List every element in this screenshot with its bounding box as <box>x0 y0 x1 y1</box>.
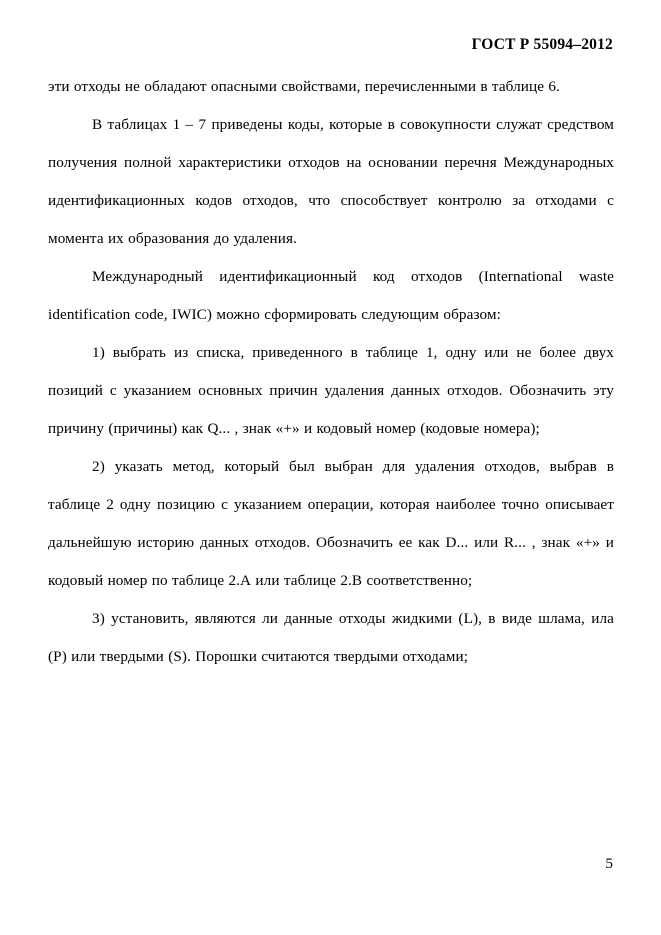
paragraph: 1) выбрать из списка, приведенного в таблице 1, одну или не более двух позиций с указанием основных причин удаления данных отходов. Обозначить эту причину (причины) как Q... , знак «+» и кодовый номер (кодовые номера); <box>48 344 614 437</box>
paragraph: Международный идентификационный код отходов (International waste identification code, IWIC) можно сформировать следующим образом: <box>48 268 614 323</box>
page-body-text <box>48 68 614 676</box>
paragraph: В таблицах 1 – 7 приведены коды, которые в совокупности служат средством получения полной характеристики отходов на основании перечня Международных идентификационных кодов отходов, что способствует контролю за отходами с момента их образования до удаления. <box>48 116 614 247</box>
page-number: 5 <box>605 855 613 872</box>
page-header-standard-number: ГОСТ Р 55094–2012 <box>471 36 613 53</box>
paragraph: эти отходы не обладают опасными свойствами, перечисленными в таблице 6. <box>48 78 560 95</box>
paragraph: 3) установить, являются ли данные отходы жидкими (L), в виде шлама, ила (P) или твердыми (S). Порошки считаются твердыми отходами; <box>48 610 614 665</box>
paragraph: 2) указать метод, который был выбран для удаления отходов, выбрав в таблице 2 одну позицию с указанием операции, которая наиболее точно описывает дальнейшую историю данных отходов. Обозначить ее как D... или R... , знак «+» и кодовый номер по таблице 2.А или таблице 2.В соответственно; <box>48 458 614 589</box>
